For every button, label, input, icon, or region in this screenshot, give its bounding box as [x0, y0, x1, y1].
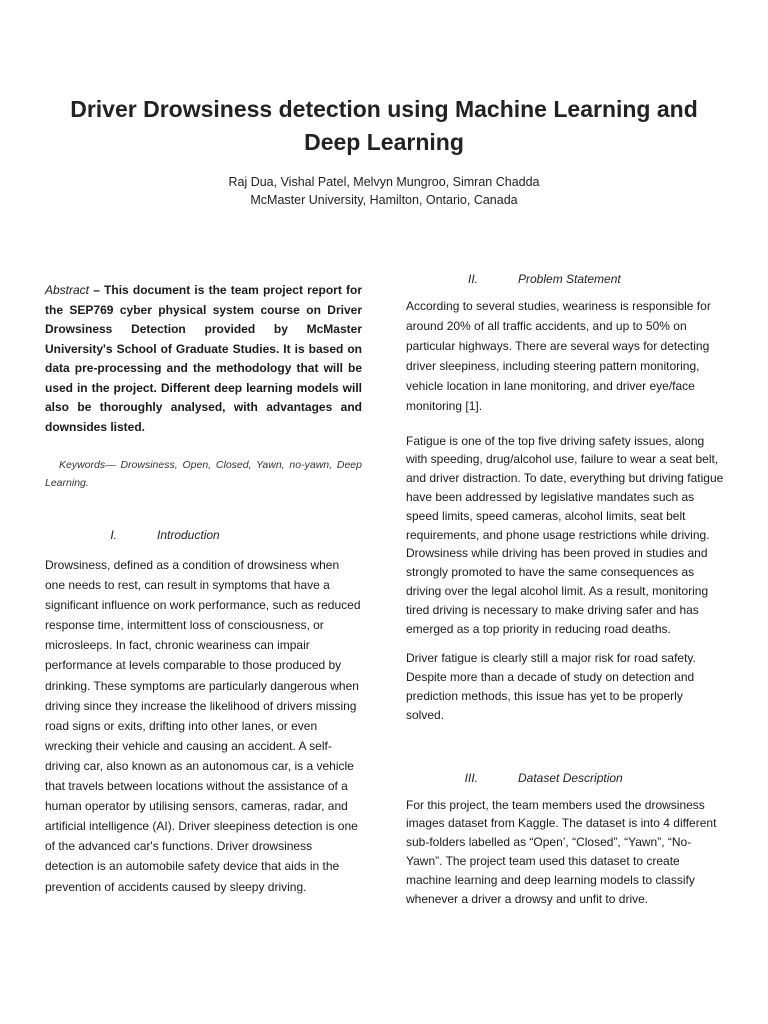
- section-number: I.: [110, 528, 117, 542]
- author-block: [60, 173, 708, 209]
- left-column: [45, 281, 362, 897]
- author-names: Raj Dua, Vishal Patel, Melvyn Mungroo, Simran Chadda: [228, 175, 540, 189]
- abstract: [45, 281, 362, 437]
- section-heading-dataset-description: [426, 769, 724, 787]
- section-number: III.: [464, 770, 478, 785]
- keywords: Keywords— Drowsiness, Open, Closed, Yawn, no-yawn, Deep Learning.: [45, 459, 362, 489]
- section-heading-introduction: [65, 526, 362, 544]
- section-title: Dataset Description: [518, 770, 623, 785]
- paper-title: Driver Drowsiness detection using Machine Learning and Deep Learning: [70, 96, 698, 155]
- problem-paragraph-3: Driver fatigue is clearly still a major risk for road safety. Despite more than a decade of study on detection and prediction methods, this issue has yet to be properly solved.: [406, 651, 696, 722]
- section-number: II.: [467, 272, 478, 286]
- abstract-lead: Abstract: [45, 283, 90, 297]
- introduction-paragraph: Drowsiness, defined as a condition of drowsiness when one needs to rest, can result in symptoms that have a significant influence on work performance, such as reduced response time, intermittent loss of consciousness, or microsleeps. In fact, chronic weariness can impair performance at levels comparable to those produced by drinking. These symptoms are particularly dangerous when driving since they increase the likelihood of drivers missing road signs or exits, drifting into other lanes, or even wrecking their vehicle and causing an accident. A self-driving car, also known as an autonomous car, is a vehicle that travels between locations without the assistance of a human operator by utilising sensors, cameras, radar, and artificial intelligence (AI). Driver sleepiness detection is one of the advanced car's functions. Driver drowsiness detection is an automobile safety device that aids in the prevention of accidents caused by sleepy driving.: [45, 558, 361, 894]
- problem-paragraph-2: Fatigue is one of the top five driving safety issues, along with speeding, drug/alcohol use, failure to wear a seat belt, and driver distraction. To date, everything but driving fatigue have been addressed by legislative mandates such as speed limits, speed cameras, alcohol limits, seat belt requirements, and phone usage restrictions while driving. Drowsiness while driving has been proved in studies and strongly promoted to have the same consequences as driving over the legal alcohol limit. As a result, monitoring tired driving is necessary to make driving safer and has emerged as a top priority in reducing road deaths.: [406, 433, 724, 636]
- section-heading-problem-statement: [426, 270, 724, 288]
- dataset-paragraph: For this project, the team members used the drowsiness images dataset from Kaggle. The dataset is into 4 different sub-folders labelled as “Open’, “Closed”, “Yawn”, “No-Yawn”. The project team used this dataset to create machine learning and deep learning models to classify whenever a driver a drowsy and unfit to drive.: [406, 797, 717, 906]
- section-title: Problem Statement: [518, 272, 621, 286]
- section-title: Introduction: [157, 528, 220, 542]
- author-affiliation: McMaster University, Hamilton, Ontario, Canada: [250, 193, 518, 207]
- abstract-text: – This document is the team project report for the SEP769 cyber physical system course on Driver Drowsiness Detection provided by McMaster University's School of Graduate Studies. It is based on data pre-processing and the methodology that will be used in the project. Different deep learning models will also be thoroughly analysed, with advantages and downsides listed.: [45, 283, 362, 434]
- problem-paragraph-1: According to several studies, weariness is responsible for around 20% of all traffic accidents, and up to 50% on particular highways. There are several ways for detecting driver sleepiness, including steering pattern monitoring, vehicle location in lane monitoring, and driver eye/face monitoring [1].: [406, 299, 711, 414]
- right-column: [406, 270, 724, 908]
